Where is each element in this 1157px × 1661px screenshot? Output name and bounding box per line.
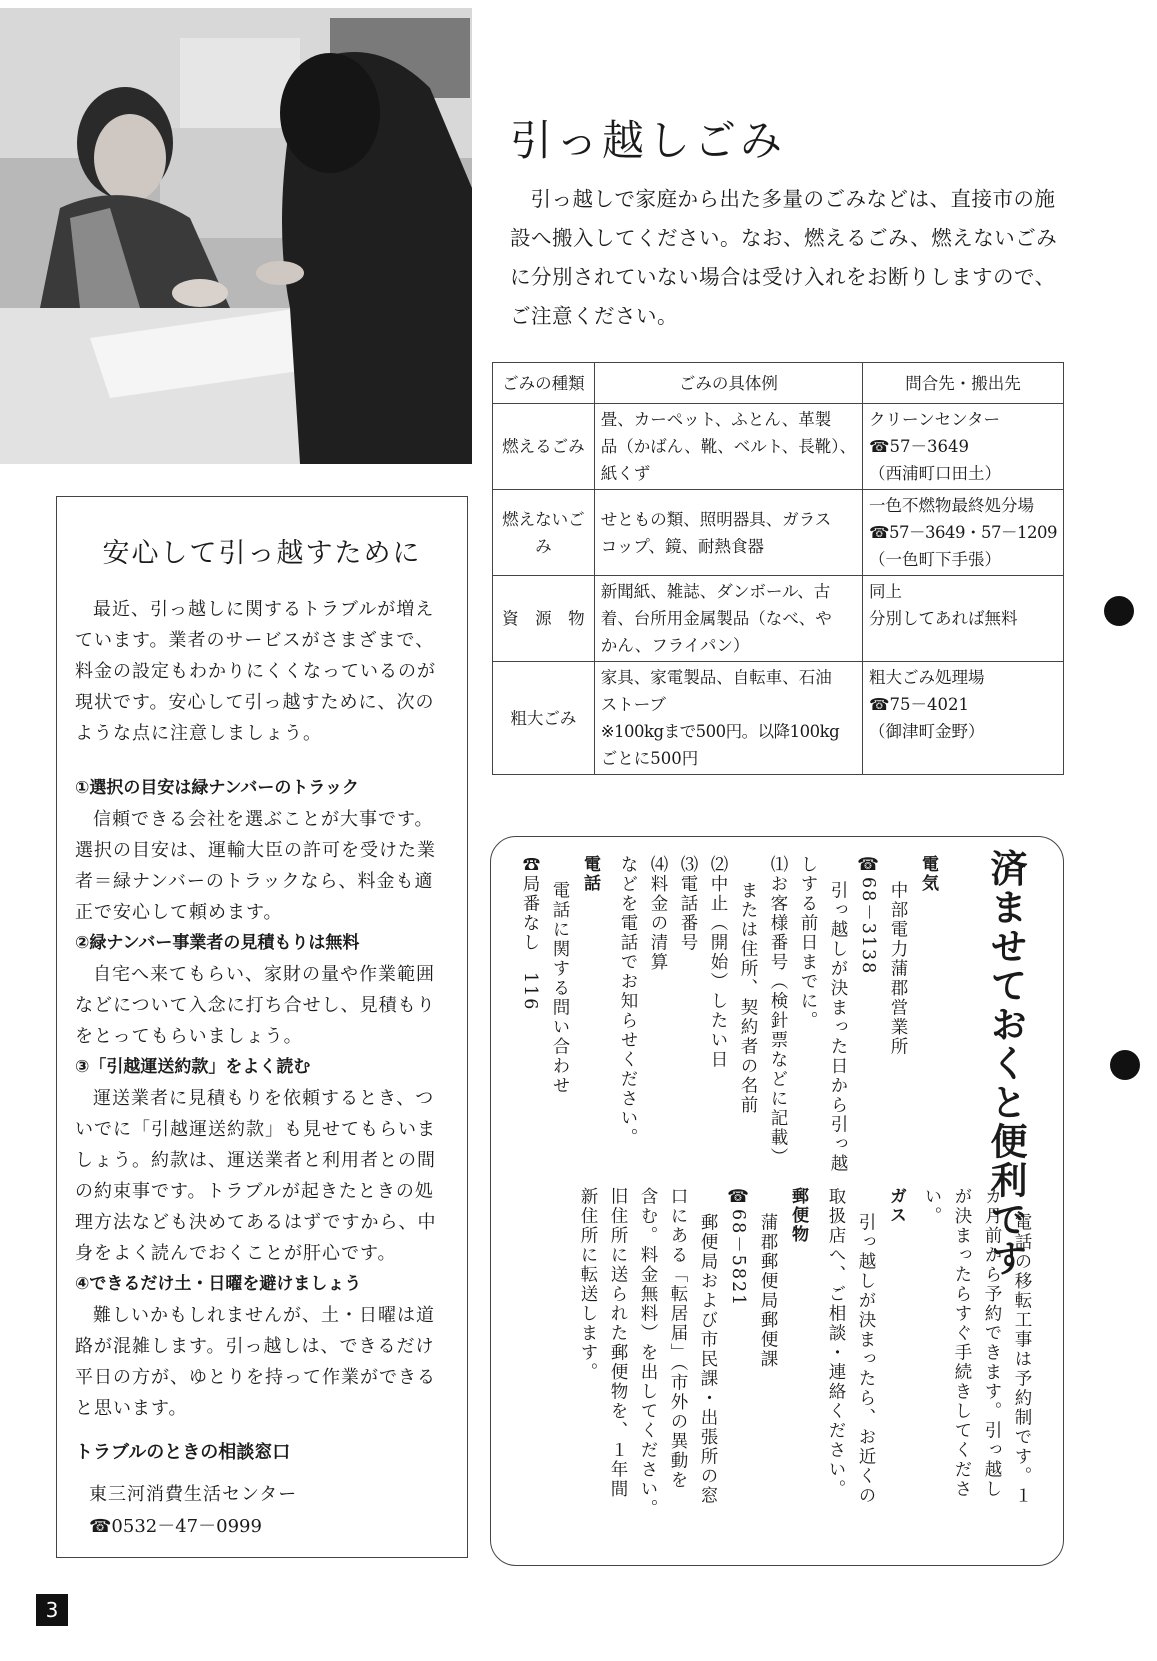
post-line: 含む。料金無料）を出してください。 <box>638 1187 658 1519</box>
post-line: 旧住所に送られた郵便物を、１年間 <box>608 1187 628 1499</box>
tip-body: 運送業者に見積もりを依頼するとき、ついでに「引越運送約款」も見せてもらいましょう。約款は、運送業者と利用者との間の約束事です。トラブルが起きたときの処理方法なども決めてあるはずですから、中身をよく読んでおくことが肝心です。 <box>75 1088 437 1264</box>
list-item <box>75 1052 449 1269</box>
convenient-box <box>490 836 1064 1566</box>
electricity-heading: 電気 <box>918 855 938 893</box>
row-contact <box>862 490 1063 576</box>
contact-line: （西浦町口田土） <box>868 464 1001 483</box>
post-line: ☎68－5821 <box>728 1187 748 1308</box>
electricity-line: ⑷料金の清算 <box>648 855 668 972</box>
contact-line: ☎57－3649 <box>868 437 970 456</box>
electricity-line: ⑵中止（開始）したい日 <box>708 855 728 1070</box>
telephone-heading: 電話 <box>580 855 600 893</box>
consult-name: 東三河消費生活センター <box>89 1484 298 1505</box>
list-item <box>75 773 449 928</box>
consult-heading: トラブルのときの相談窓口 <box>75 1442 291 1463</box>
electricity-line: ☎68－3138 <box>858 855 878 976</box>
contact-line: 分別してあれば無料 <box>868 609 1018 628</box>
example-line: 家具、家電製品、自転車、石油 <box>600 668 832 687</box>
post-line: 新住所に転送します。 <box>578 1187 598 1382</box>
tip-body: 難しいかもしれませんが、土・日曜は道路が混雑します。引っ越しは、できるだけ平日の方が、ゆとりを持って作業ができると思います。 <box>75 1305 436 1419</box>
row-contact <box>862 404 1063 490</box>
header-contact: 問合先・搬出先 <box>862 363 1063 404</box>
page-number: 3 <box>36 1594 68 1626</box>
gas-line: 取扱店へ、ご相談・連絡ください。 <box>826 1187 846 1499</box>
row-type: 燃えるごみ <box>493 404 595 490</box>
example-line: 新聞紙、雑誌、ダンボール、古 <box>600 582 831 601</box>
binder-hole <box>1110 1050 1140 1080</box>
row-examples <box>594 404 862 490</box>
table-row <box>493 404 1064 490</box>
gas-heading: ガス <box>886 1187 906 1225</box>
row-type: 資 源 物 <box>493 576 595 662</box>
example-line: 品（かばん、靴、ベルト、長靴）、 <box>600 437 856 456</box>
tip-body: 信頼できる会社を選ぶことが大事です。選択の目安は、運輸大臣の許可を受けた業者＝緑ナンバーのトラックなら、料金も適正で安心して頼めます。 <box>75 809 436 923</box>
contact-line: 一色不燃物最終処分場 <box>868 496 1034 515</box>
row-examples <box>594 490 862 576</box>
electricity-line: などを電話でお知らせください。 <box>618 855 638 1148</box>
electricity-line: ⑴お客様番号（検針票などに記載） <box>768 855 788 1167</box>
table-header-row <box>493 363 1064 404</box>
table-row <box>493 490 1064 576</box>
telephone-note-line: 電話の移転工事は予約制です。１ <box>1012 1213 1032 1506</box>
tip-heading: ④できるだけ土・日曜を避けましょう <box>75 1274 362 1294</box>
electricity-line: しする前日までに。 <box>798 855 818 1031</box>
table-row <box>493 662 1064 775</box>
tip-heading: ②緑ナンバー事業者の見積もりは無料 <box>75 933 360 953</box>
photo-illustration <box>0 8 472 464</box>
list-item <box>75 1269 449 1424</box>
safe-moving-title: 安心して引っ越すために <box>102 538 422 569</box>
table-row <box>493 576 1064 662</box>
binder-hole <box>1104 596 1134 626</box>
contact-line: ☎75－4021 <box>868 695 970 714</box>
post-heading: 郵便物 <box>788 1187 808 1244</box>
contact-line: 同上 <box>868 582 902 601</box>
moving-garbage-intro: 引っ越しで家庭から出た多量のごみなどは、直接市の施設へ搬入してください。なお、燃えるごみ、燃えないごみに分別されていない場合は受け入れをお断りしますので、ご注意ください。 <box>510 187 1058 328</box>
example-line: せともの類、照明器具、ガラス <box>600 509 832 529</box>
row-examples <box>594 576 862 662</box>
telephone-note-line: が決まったらすぐ手続きしてくださ <box>952 1187 972 1499</box>
consult-tel: ☎0532－47－0999 <box>89 1516 262 1537</box>
example-line: かん、フライパン） <box>600 636 750 655</box>
gas-line: 引っ越しが決まったら、お近くの <box>856 1213 876 1506</box>
telephone-line: ☎局番なし 116 <box>520 855 540 1012</box>
contact-line: 粗大ごみ処理場 <box>868 668 985 687</box>
example-line: コップ、鏡、耐熱食器 <box>600 536 765 556</box>
telephone-line: 電話に関する問い合わせ <box>550 881 570 1096</box>
contact-line: （御津町金野） <box>868 722 985 741</box>
post-line: 蒲郡郵便局郵便課 <box>758 1213 778 1369</box>
header-examples: ごみの具体例 <box>594 363 862 404</box>
telephone-note-line: カ月前から予約できます。引っ越し <box>982 1187 1002 1499</box>
electricity-line: または住所、契約者の名前 <box>738 881 758 1115</box>
example-line: 紙くず <box>600 464 651 483</box>
garbage-table <box>492 362 1064 775</box>
contact-line: クリーンセンター <box>868 410 1000 429</box>
example-line: 着、台所用金属製品（なべ、や <box>600 609 832 628</box>
header-type: ごみの種類 <box>493 363 595 404</box>
row-type: 粗大ごみ <box>493 662 595 775</box>
post-line: 郵便局および市民課・出張所の窓 <box>698 1213 718 1506</box>
electricity-line: 引っ越しが決まった日から引っ越 <box>828 881 848 1174</box>
row-examples <box>594 662 862 775</box>
row-type: 燃えないごみ <box>493 490 595 576</box>
row-contact <box>862 662 1063 775</box>
convenient-title: 済ませておくと便利です <box>984 849 1027 1278</box>
example-line: 畳、カーペット、ふとん、革製 <box>600 410 832 429</box>
example-line: ※100kgまで500円。以降100kg <box>600 722 840 741</box>
contact-line: （一色町下手張） <box>868 550 1001 569</box>
telephone-note-line: い。 <box>922 1187 942 1226</box>
example-line: ストーブ <box>600 695 666 714</box>
electricity-line: 中部電力蒲郡営業所 <box>888 881 908 1057</box>
counter-photo <box>0 8 472 464</box>
tips-list <box>75 773 449 1424</box>
tip-body: 自宅へ来てもらい、家財の量や作業範囲などについて入念に打ち合せし、見積もりをとってもらいましょう。 <box>75 964 436 1047</box>
list-item <box>75 928 449 1052</box>
tip-heading: ①選択の目安は緑ナンバーのトラック <box>75 778 360 798</box>
tip-heading: ③「引越運送約款」をよく読む <box>75 1057 311 1077</box>
contact-line: ☎57－3649・57－1209 <box>868 523 1057 542</box>
post-line: 口にある「転居届」（市外の異動を <box>668 1187 688 1491</box>
electricity-line: ⑶電話番号 <box>678 855 698 953</box>
safe-moving-intro: 最近、引っ越しに関するトラブルが増えています。業者のサービスがさまざまで、料金の設定もわかりにくくなっているのが現状です。安心して引っ越すために、次のような点に注意しましょう。 <box>75 599 436 744</box>
example-line: ごとに500円 <box>600 749 699 768</box>
row-contact <box>862 576 1063 662</box>
safe-moving-box <box>56 496 468 1558</box>
moving-garbage-title: 引っ越しごみ <box>510 116 787 165</box>
